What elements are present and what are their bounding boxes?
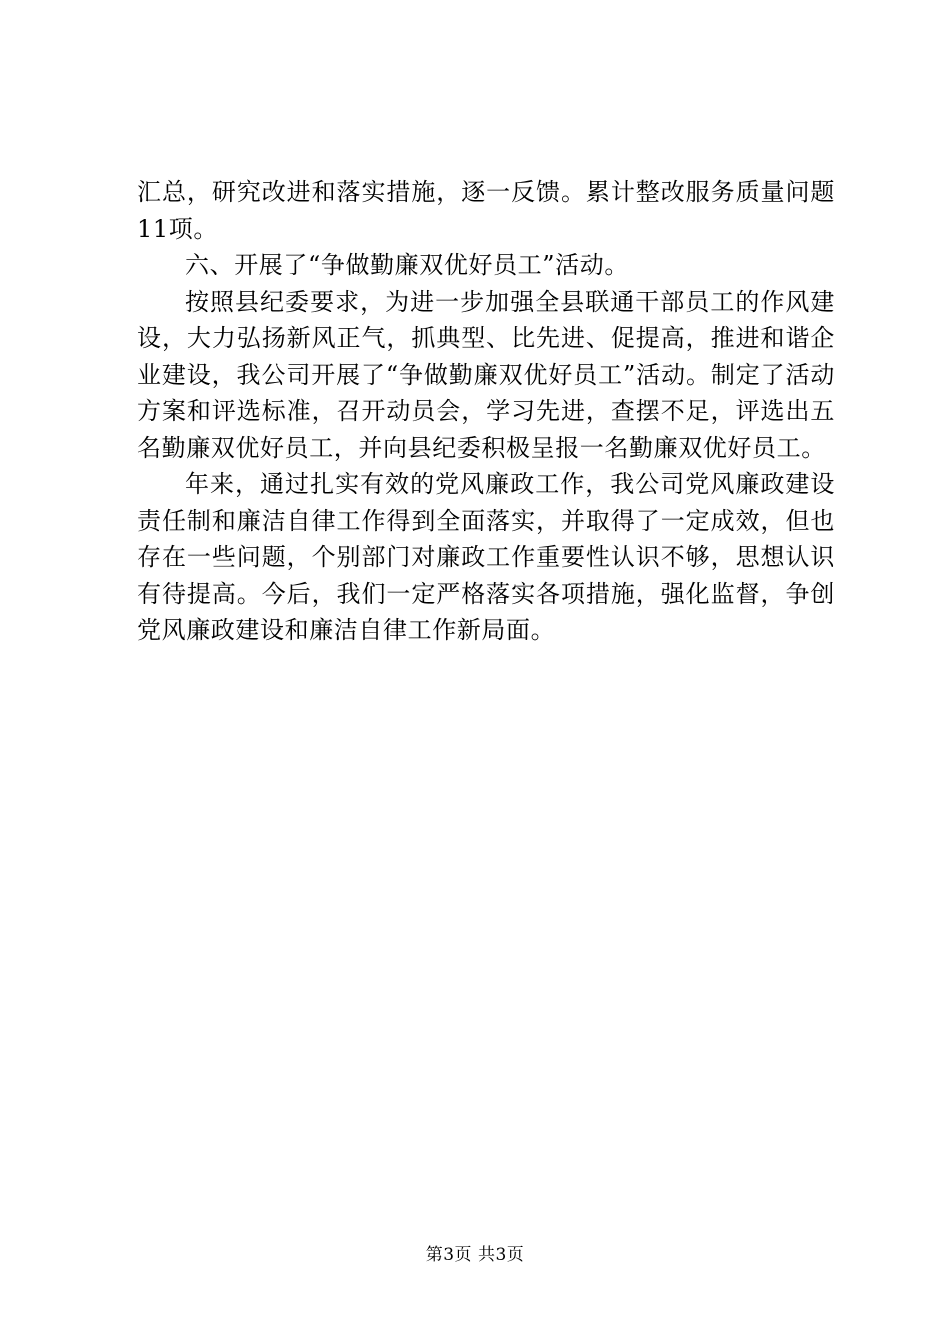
page-number-footer: 第3页 共3页 — [425, 1245, 525, 1265]
paragraph-activity: 按照县纪委要求，为进一步加强全县联通干部员工的作风建设，大力弘扬新风正气，抓典型、比先进、促提高，推进和谐企业建设，我公司开展了“争做勤廉双优好员工”活动。制定了活动方案和评选标准，召开动员会，学习先进，查摆不足，评选出五名勤廉双优好员工，并向县纪委积极呈报一名勤廉双优好员工。 — [137, 287, 835, 462]
paragraph-continuation: 汇总，研究改进和落实措施，逐一反馈。累计整改服务质量问题11项。 — [137, 178, 835, 243]
document-body — [137, 174, 835, 649]
section-heading-six: 六、开展了“争做勤廉双优好员工”活动。 — [185, 251, 629, 279]
paragraph-summary: 年来，通过扎实有效的党风廉政工作，我公司党风廉政建设责任制和廉洁自律工作得到全面落实，并取得了一定成效，但也存在一些问题，个别部门对廉政工作重要性认识不够，思想认识有待提高。今后，我们一定严格落实各项措施，强化监督，争创党风廉政建设和廉洁自律工作新局面。 — [137, 470, 835, 644]
